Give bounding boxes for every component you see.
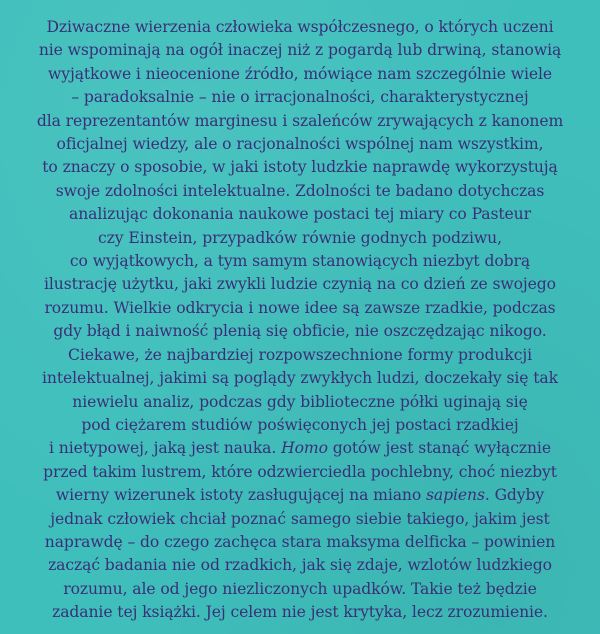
text-line: ilustrację użytku, jaki zwykli ludzie czynią na co dzień ze swojego bbox=[44, 275, 556, 294]
text-line: pod ciężarem studiów poświęconych jej postaci rzadkiej bbox=[81, 415, 519, 434]
text-line: nie wspominają na ogół inaczej niż z pogardą lub drwiną, stanowią bbox=[38, 41, 562, 60]
text-line: intelektualnej, jakimi są poglądy zwykłych ludzi, doczekały się tak bbox=[42, 369, 558, 388]
body-text bbox=[14, 16, 586, 625]
text-line: przed takim lustrem, które odzwierciedla pochlebny, choć niezbyt bbox=[43, 462, 557, 481]
text-line: rozumu, ale od jego niezliczonych upadków. Takie też będzie bbox=[63, 579, 537, 598]
text-line: czy Einstein, przypadków równie godnych podziwu, bbox=[98, 228, 502, 247]
text-line: gdy błąd i naiwność plenią się obficie, nie oszczędzając nikogo. bbox=[53, 322, 547, 341]
text-line: Dziwaczne wierzenia człowieka współczesnego, o których uczeni bbox=[46, 18, 554, 36]
text-line: zadanie tej książki. Jej celem nie jest krytyka, lecz zrozumienie. bbox=[52, 603, 548, 622]
text-line: zacząć badania nie od rzadkich, jak się zdaje, wzlotów ludzkiego bbox=[48, 556, 552, 575]
text-line: jednak człowiek chciał poznać samego siebie takiego, jakim jest bbox=[50, 509, 550, 528]
text-line: dla reprezentantów marginesu i szaleńców zrywających z kanonem bbox=[36, 111, 564, 130]
text-line: rozumu. Wielkie odkrycia i nowe idee są zawsze rzadkie, podczas bbox=[44, 298, 556, 317]
text-line: to znaczy o sposobie, w jaki istoty ludzkie naprawdę wykorzystują bbox=[42, 158, 558, 177]
text-line: niewielu analiz, podczas gdy biblioteczne półki uginają się bbox=[72, 392, 528, 411]
italic-homo: Homo bbox=[281, 439, 328, 458]
text-fragment: i nietypowej, jaką jest nauka. bbox=[49, 439, 277, 458]
text-line: wyjątkowe i nieocenione źródło, mówiące nam szczególnie wiele bbox=[48, 64, 552, 83]
text-line: co wyjątkowych, a tym samym stanowiących niezbyt dobrą bbox=[69, 252, 531, 271]
text-line-mixed bbox=[14, 437, 586, 460]
text-fragment: . Gdyby bbox=[484, 486, 545, 505]
text-line: – paradoksalnie – nie o irracjonalności, charakterystycznej bbox=[71, 88, 529, 107]
text-line: analizując dokonania naukowe postaci tej miary co Pasteur bbox=[69, 205, 531, 224]
text-line: oficjalnej wiedzy, ale o racjonalności wspólnej nam wszystkim, bbox=[56, 135, 544, 154]
text-line-mixed bbox=[14, 484, 586, 507]
text-fragment: wierny wizerunek istoty zasługującej na miano bbox=[55, 486, 422, 505]
italic-sapiens: sapiens bbox=[426, 486, 485, 505]
text-fragment: gotów jest stanąć wyłącznie bbox=[332, 439, 551, 458]
text-line: Ciekawe, że najbardziej rozpowszechnione formy produkcji bbox=[68, 345, 532, 364]
text-line: swoje zdolności intelektualne. Zdolności te badano dotychczas bbox=[55, 181, 545, 200]
text-line: naprawdę – do czego zachęca stara maksyma delficka – powinien bbox=[44, 532, 556, 551]
